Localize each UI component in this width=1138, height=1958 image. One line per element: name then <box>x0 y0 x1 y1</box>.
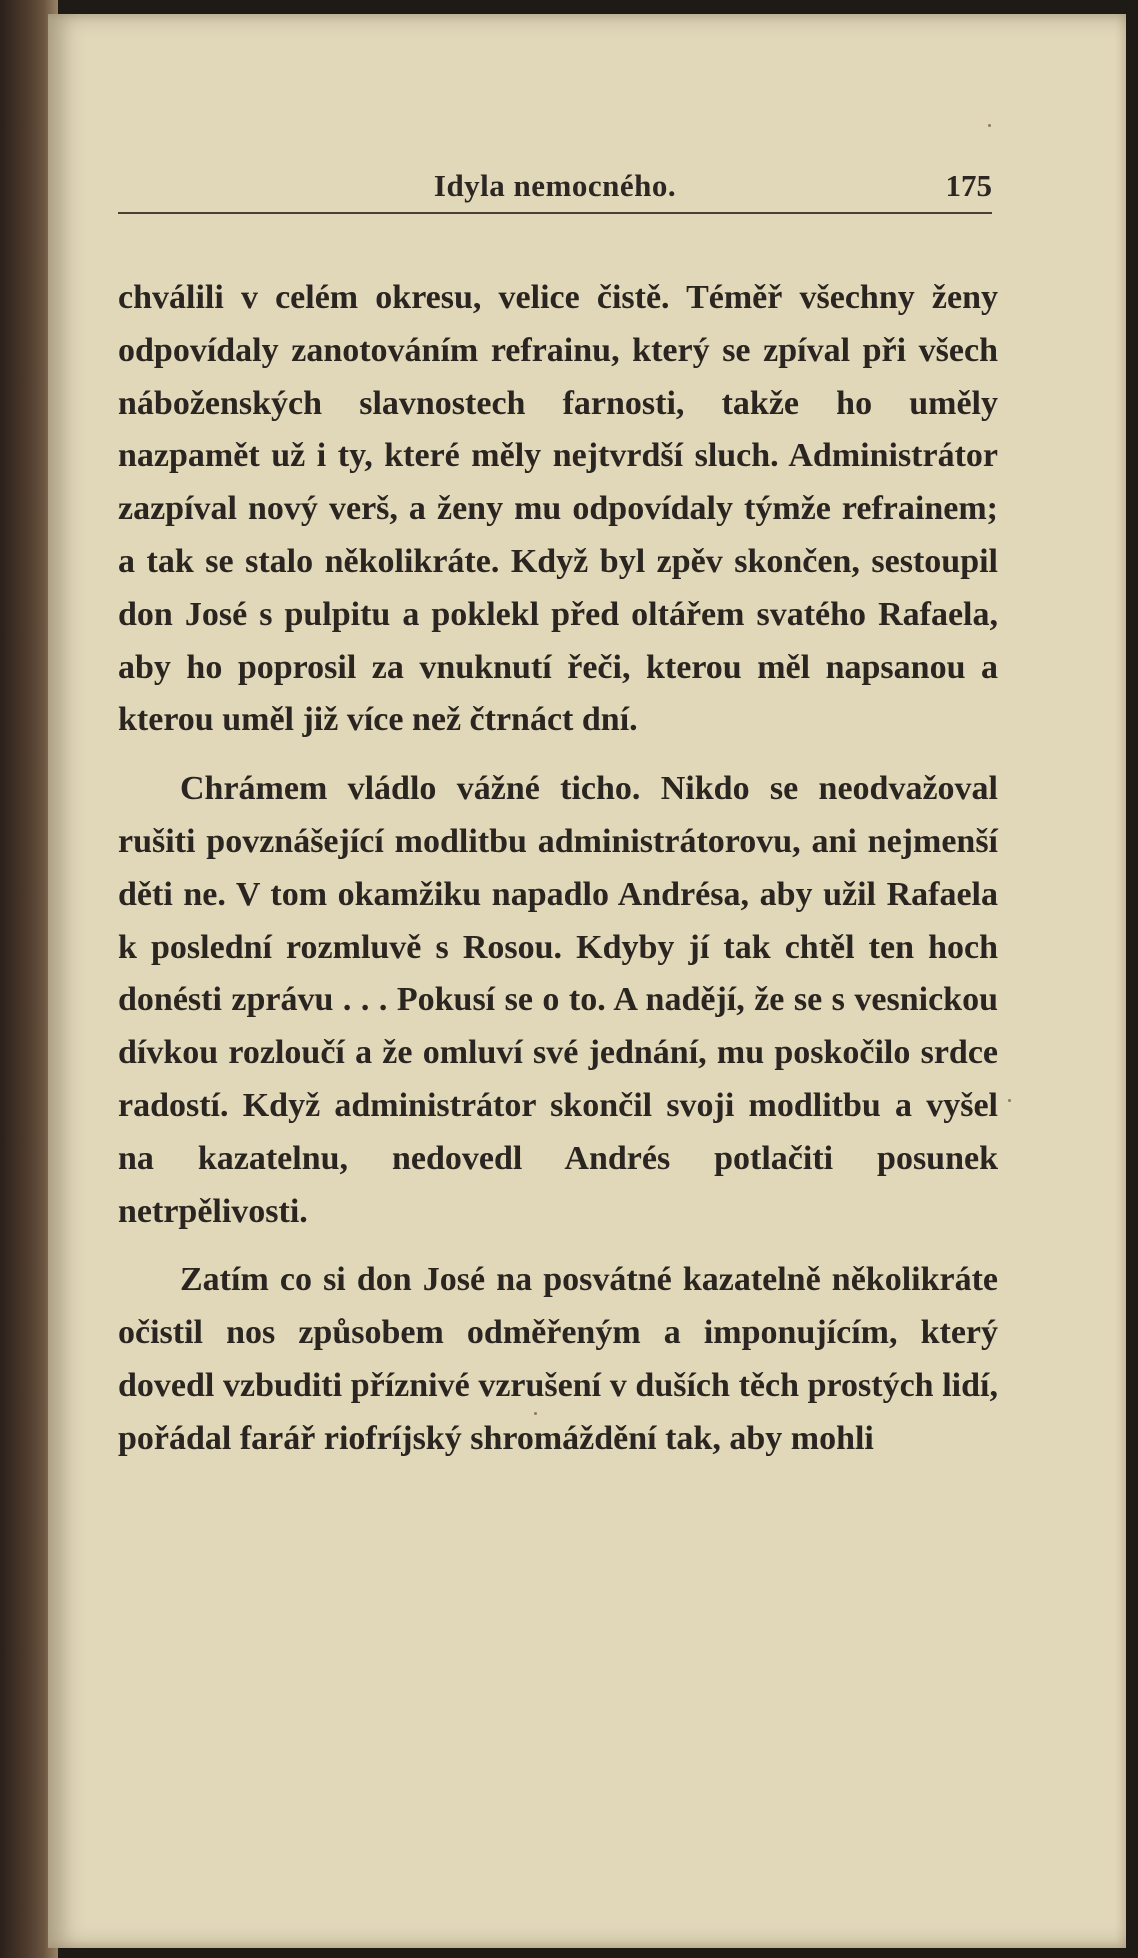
running-title: Idyla nemocného. <box>433 168 677 203</box>
paragraph-continuation: chválili v celém okresu, velice čistě. Téměř všechny ženy odpovídaly zanotováním refrainu, který se zpíval při všech náboženských slavnostech farnosti, takže ho uměly nazpamět už i ty, které měly nejtvrdší sluch. Administrátor zazpíval nový verš, a ženy mu odpovídaly týmže refrainem; a tak se stalo několikráte. Když byl zpěv skončen, sestoupil don José s pulpitu a poklekl před oltářem svatého Rafaela, aby ho poprosil za vnuknutí řeči, kterou měl napsanou a kterou uměl již více než čtrnáct dní. <box>118 279 998 739</box>
paragraph: Zatím co si don José na posvátné kazatelně několikráte očistil nos způsobem odměřeným a imponujícím, který dovedl vzbuditi příznivé vzrušení v duších těch prostých lidí, pořádal farář riofríjský shromáždění tak, aby mohli <box>118 1261 998 1457</box>
body-text <box>118 272 998 1466</box>
paragraph: Chrámem vládlo vážné ticho. Nikdo se neodvažoval rušiti povznášející modlitbu administrátorovu, ani nejmenší děti ne. V tom okamžiku napadlo Andrésa, aby užil Rafaela k poslední rozmluvě s Rosou. Kdyby jí tak chtěl ten hoch donésti zprávu . . . Pokusí se o to. A nadějí, že se s vesnickou dívkou rozloučí a že omluví své jednání, mu poskočilo srdce radostí. Když administrátor skončil svoji modlitbu a vyšel na kazatelnu, nedovedl Andrés potlačiti posunek netrpělivosti. <box>118 770 998 1230</box>
running-header <box>118 164 992 214</box>
paper-speck <box>1008 1099 1011 1102</box>
page-number: 175 <box>945 168 992 203</box>
paper-speck <box>988 124 991 127</box>
book-page <box>48 14 1126 1948</box>
